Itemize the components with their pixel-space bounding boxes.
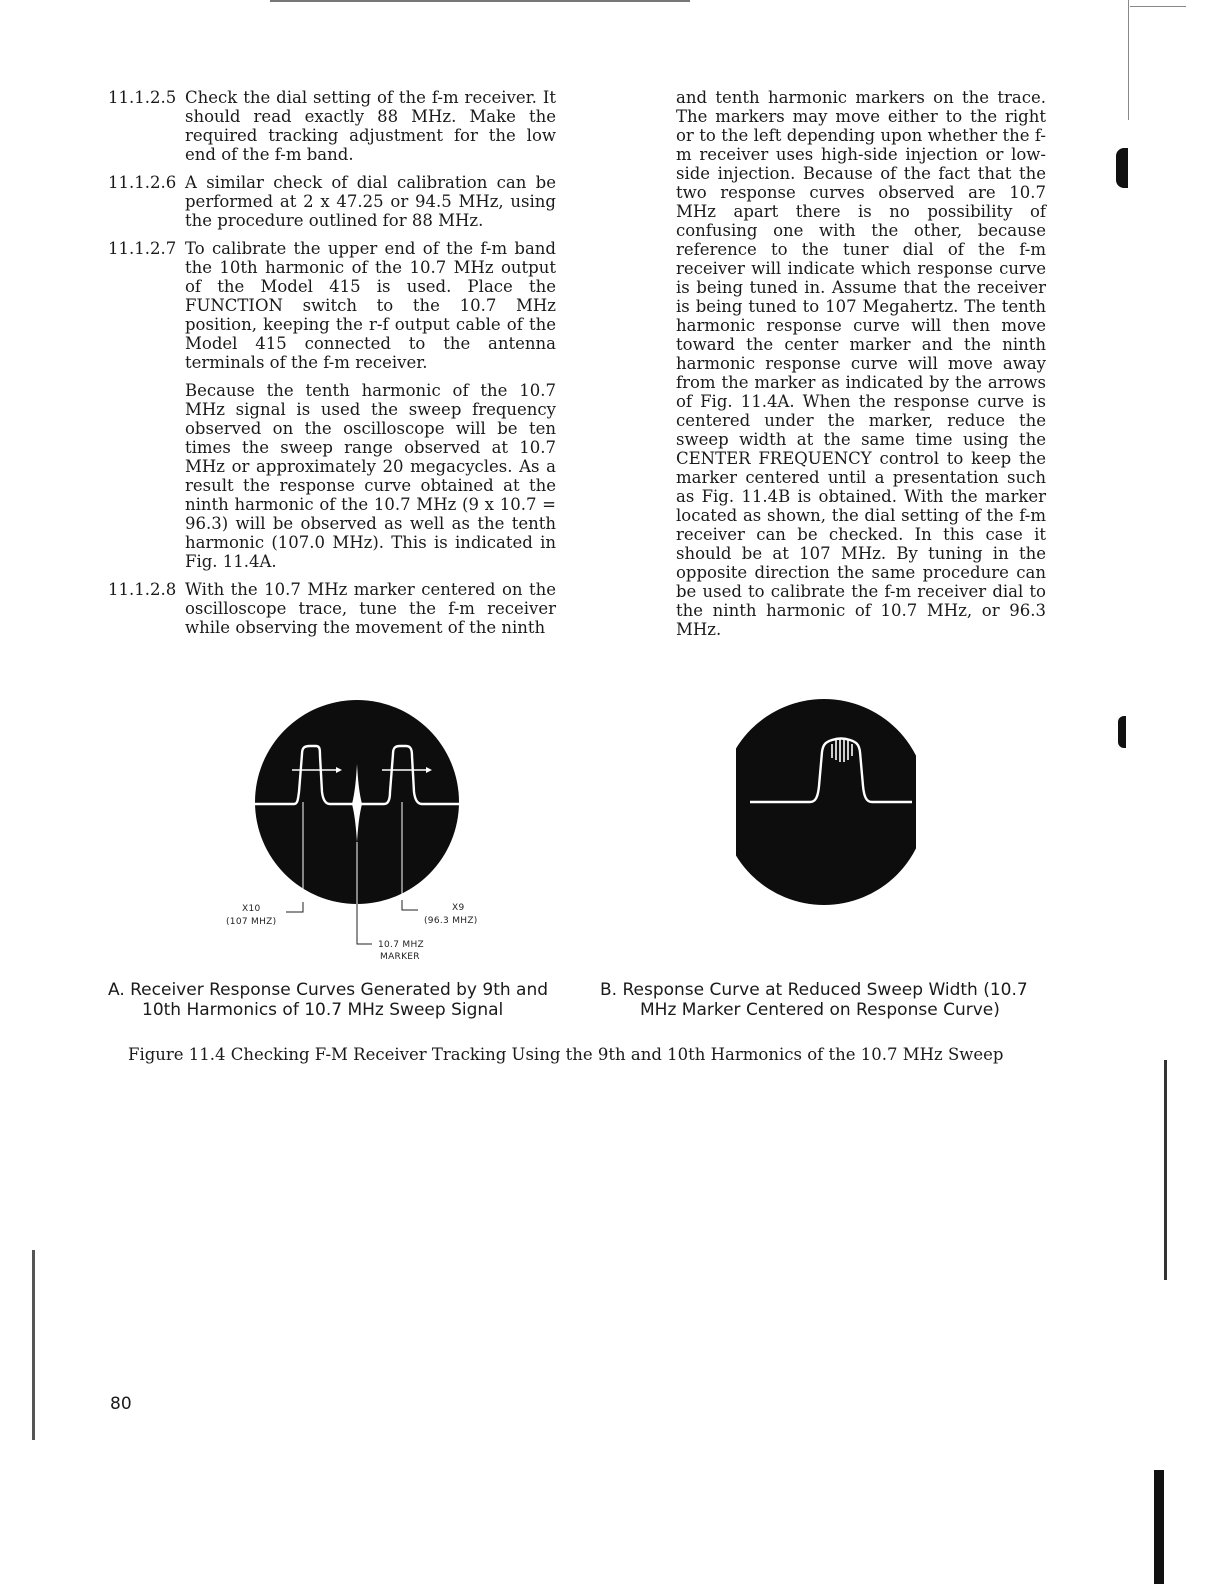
section-number: 11.1.2.6	[108, 173, 177, 192]
label-x9-freq: (96.3 MHZ)	[424, 916, 478, 926]
scan-edge-line	[1130, 6, 1186, 7]
scan-hole-mark	[1118, 716, 1126, 748]
section-11-1-2-7	[108, 239, 556, 571]
section-number: 11.1.2.5	[108, 88, 177, 107]
scan-edge-mark	[1154, 1470, 1164, 1584]
section-11-1-2-6	[108, 173, 556, 230]
label-x10-freq: (107 MHZ)	[226, 917, 277, 927]
paragraph: Because the tenth harmonic of the 10.7 MHz signal is used the sweep frequency observed on the oscilloscope will be ten times the sweep range observed at 10.7 MHz or approximately 20 megacycles. As a result the response curve obtained at the ninth harmonic of the 10.7 MHz (9 x 10.7 = 96.3) will be observed as well as the tenth harmonic (107.0 MHz). This is indicated in Fig. 11.4A.	[185, 381, 556, 571]
top-rule	[270, 0, 690, 2]
label-x10: X10	[242, 904, 261, 914]
paragraph: With the 10.7 MHz marker centered on the oscilloscope trace, tune the f-m receiver while observing the movement of the ninth	[185, 580, 556, 637]
figure-a-oscilloscope	[212, 692, 532, 972]
section-11-1-2-8	[108, 580, 556, 637]
caption-b	[600, 980, 1060, 1020]
scan-edge-mark	[32, 1250, 35, 1440]
paragraph: Check the dial setting of the f-m receiver. It should read exactly 88 MHz. Make the required tracking adjustment for the low end of the f-m band.	[185, 88, 556, 164]
label-x9: X9	[452, 903, 465, 913]
section-number: 11.1.2.7	[108, 239, 177, 258]
label-marker-freq: 10.7 MHZ	[378, 940, 424, 950]
label-marker: MARKER	[380, 952, 420, 962]
right-column: and tenth harmonic markers on the trace. The markers may move either to the right or to the left depending upon whether the f-m receiver uses high-side injection or low-side injection. Because of the fact that the two response curves observed are 10.7 MHz apart there is no possibility of confusing one with the other, because reference to the tuner dial of the f-m receiver will indicate which response curve is being tuned in. Assume that the receiver is being tuned to 107 Megahertz. The tenth harmonic response curve will then move toward the center marker and the ninth harmonic response curve will move away from the marker as indicated by the arrows of Fig. 11.4A. When the response curve is centered under the marker, reduce the sweep width at the same time using the CENTER FREQUENCY control to keep the marker centered until a presentation such as Fig. 11.4B is obtained. With the marker located as shown, the dial setting of the f-m receiver can be checked. In this case it should be at 107 MHz. By tuning in the opposite direction the same procedure can be used to calibrate the f-m receiver dial to the ninth harmonic of 10.7 MHz, or 96.3 MHz.	[676, 88, 1046, 639]
left-column	[108, 88, 556, 646]
paragraph: To calibrate the upper end of the f-m band the 10th harmonic of the 10.7 MHz output of the Model 415 is used. Place the FUNCTION switch to the 10.7 MHz position, keeping the r-f output cable of the Model 415 connected to the antenna terminals of the f-m receiver.	[185, 239, 556, 372]
section-11-1-2-5	[108, 88, 556, 164]
page-number: 80	[110, 1394, 132, 1414]
scan-hole-mark	[1116, 148, 1128, 188]
section-number: 11.1.2.8	[108, 580, 177, 599]
figure-b-oscilloscope	[736, 692, 916, 912]
paragraph: A similar check of dial calibration can be performed at 2 x 47.25 or 94.5 MHz, using the procedure outlined for 88 MHz.	[185, 173, 556, 230]
caption-a-line-1: A. Receiver Response Curves Generated by 9th and	[108, 980, 549, 1000]
scan-edge-line	[1128, 0, 1129, 120]
caption-b-line-2: MHz Marker Centered on Response Curve)	[640, 1000, 1000, 1020]
caption-b-line-1: B. Response Curve at Reduced Sweep Width (10.7	[600, 980, 1028, 1000]
figure-title: Figure 11.4 Checking F-M Receiver Tracking Using the 9th and 10th Harmonics of the 10.7 MHz Sweep	[128, 1045, 1004, 1064]
scan-edge-mark	[1164, 1060, 1167, 1280]
caption-a	[108, 980, 568, 1020]
caption-a-line-2: 10th Harmonics of 10.7 MHz Sweep Signal	[142, 1000, 504, 1020]
